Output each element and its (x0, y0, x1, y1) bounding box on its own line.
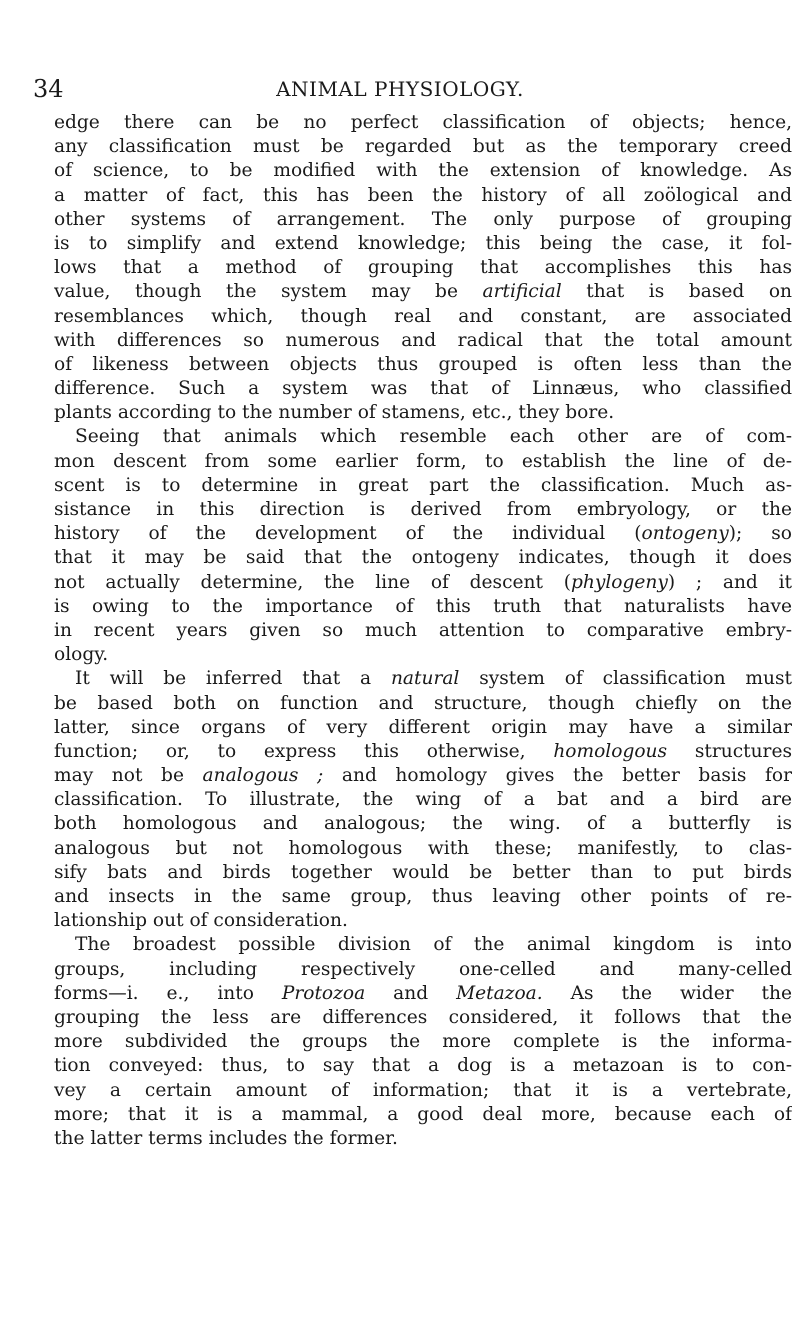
italic-term: Metazoa. (456, 982, 543, 1004)
text-line (54, 982, 792, 1006)
text-run: It will be inferred that a (75, 668, 391, 690)
text-run: other systems of arrangement. The only purpose of grouping (54, 208, 792, 230)
text-run: and insects in the same group, thus leaving other points of re- (54, 886, 792, 907)
body-text (54, 111, 792, 1151)
running-title: ANIMAL PHYSIOLOGY. (276, 77, 524, 101)
text-line (54, 450, 792, 474)
text-line (54, 619, 792, 643)
text-line (54, 256, 792, 280)
paragraph-first-line (54, 667, 792, 691)
text-run: scent is to determine in great part the classification. Much as- (54, 474, 792, 496)
text-line (54, 812, 792, 836)
text-run: not actually determine, the line of descent ( (54, 571, 571, 593)
text-run: lationship out of consideration. (54, 910, 348, 932)
paragraph-first-line (54, 425, 792, 449)
text-line (54, 474, 792, 498)
text-run: tion conveyed: thus, to say that a dog is a metazoan is to con- (54, 1055, 792, 1077)
text-line (54, 885, 792, 909)
text-line (54, 861, 792, 885)
text-line (54, 159, 792, 183)
text-run: Seeing that animals which resemble each other are of com- (75, 426, 792, 448)
text-run: and homology gives the better basis for (323, 765, 792, 787)
italic-term: analogous ; (202, 765, 324, 787)
italic-term: Protozoa (281, 982, 366, 1004)
italic-term: artificial (482, 281, 562, 303)
text-line (54, 643, 792, 667)
text-run: ); so (728, 523, 792, 545)
text-line (54, 280, 792, 304)
text-run: edge there can be no perfect classification of objects; hence, (54, 112, 792, 133)
text-line (54, 1054, 792, 1078)
text-run: and (365, 982, 457, 1004)
text-line (54, 401, 792, 425)
text-line (54, 546, 792, 570)
text-run: difference. Such a system was that of Linnæus, who classified (54, 378, 792, 400)
text-line (54, 958, 792, 982)
text-run: that it may be said that the ontogeny indicates, though it does (54, 547, 792, 569)
text-run: ) ; and it (667, 571, 792, 593)
text-line (54, 498, 792, 522)
text-line (54, 184, 792, 208)
text-run: plants according to the number of stamens, etc., they bore. (54, 402, 615, 424)
text-run: more; that it is a mammal, a good deal more, because each of (54, 1103, 792, 1125)
text-run: sify bats and birds together would be better than to put birds (54, 861, 792, 883)
text-run: system of classification must (459, 668, 792, 690)
text-line (54, 788, 792, 812)
text-run: function; or, to express this otherwise, (54, 740, 554, 762)
page-number: 34 (33, 75, 64, 103)
text-line (54, 111, 792, 135)
text-run: a matter of fact, this has been the history of all zoölogical and (54, 184, 792, 206)
text-line (54, 595, 792, 619)
text-line (54, 377, 792, 401)
text-run: lows that a method of grouping that accomplishes this has (54, 257, 792, 279)
text-run: of science, to be modified with the extension of knowledge. As (54, 160, 792, 182)
text-run: latter, since organs of very different origin may have a similar (54, 716, 792, 738)
text-line (54, 716, 792, 740)
text-line (54, 837, 792, 861)
text-run: value, though the system may be (54, 281, 483, 303)
text-run: grouping the less are differences considered, it follows that the (54, 1006, 792, 1028)
text-line (54, 1127, 792, 1151)
text-line (54, 1079, 792, 1103)
text-line (54, 764, 792, 788)
text-run: The broadest possible division of the animal kingdom is into (75, 934, 792, 956)
text-run: mon descent from some earlier form, to establish the line of de- (54, 450, 792, 472)
text-line (54, 692, 792, 716)
text-line (54, 522, 792, 546)
text-line (54, 909, 792, 933)
text-line (54, 1006, 792, 1030)
text-run: of likeness between objects thus grouped is often less than the (54, 353, 792, 375)
text-line (54, 1103, 792, 1127)
text-run: in recent years given so much attention to comparative embry- (54, 619, 792, 641)
text-run: any classification must be regarded but as the temporary creed (54, 136, 792, 158)
paragraph-first-line (54, 933, 792, 957)
text-run: history of the development of the individual ( (54, 523, 642, 545)
text-line (54, 1030, 792, 1054)
text-run: with differences so numerous and radical that the total amount (54, 329, 792, 351)
text-line (54, 232, 792, 256)
text-line (54, 571, 792, 595)
text-line (54, 135, 792, 159)
italic-term: homologous (553, 740, 668, 762)
text-line (54, 305, 792, 329)
text-run: structures (667, 740, 792, 762)
text-run: sistance in this direction is derived from embryology, or the (54, 499, 792, 520)
text-run: resemblances which, though real and constant, are associated (54, 305, 792, 327)
italic-term: ontogeny (641, 523, 729, 545)
text-line (54, 740, 792, 764)
text-run: may not be (54, 765, 203, 787)
text-run: groups, including respectively one-celled and many-celled (54, 958, 792, 980)
text-run: ology. (54, 644, 109, 666)
text-line (54, 329, 792, 353)
text-line (54, 353, 792, 377)
italic-term: phylogeny (570, 571, 668, 593)
text-line (54, 208, 792, 232)
text-run: the latter terms includes the former. (54, 1127, 398, 1149)
text-run: classification. To illustrate, the wing of a bat and a bird are (54, 789, 792, 811)
text-run: be based both on function and structure, though chiefly on the (54, 692, 792, 714)
text-run: that is based on (561, 281, 792, 303)
text-run: is owing to the importance of this truth that naturalists have (54, 595, 792, 617)
italic-term: natural (390, 668, 460, 690)
text-run: forms—i. e., into (54, 982, 282, 1004)
text-run: analogous but not homologous with these; manifestly, to clas- (54, 837, 792, 859)
text-run: both homologous and analogous; the wing. of a butterfly is (54, 813, 792, 835)
text-run: vey a certain amount of information; that it is a vertebrate, (54, 1079, 792, 1101)
text-run: is to simplify and extend knowledge; this being the case, it fol- (54, 232, 792, 254)
text-run: As the wider the (542, 982, 792, 1004)
text-run: more subdivided the groups the more complete is the informa- (54, 1031, 792, 1053)
